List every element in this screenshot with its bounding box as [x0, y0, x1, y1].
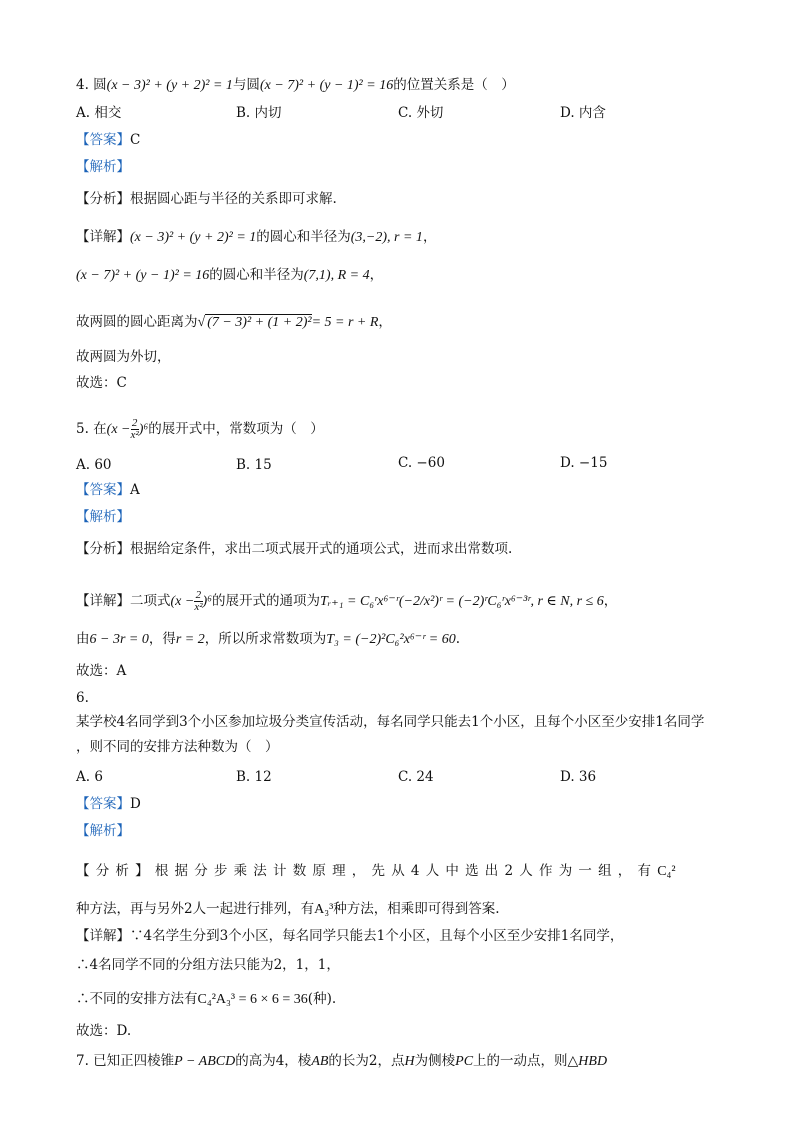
- q4-d1-val: (3,−2), r = 1: [350, 230, 423, 245]
- q6-number: 6.: [76, 690, 89, 706]
- q5-fraction: [131, 418, 139, 441]
- q6-detail-line1: [76, 927, 623, 945]
- q4-d1-eq: (x − 3)² + (y + 2)² = 1: [130, 230, 257, 245]
- q4-eq1: (x − 3)² + (y + 2)² = 1: [106, 78, 233, 93]
- q5-d1-frac-den: x²: [194, 601, 203, 613]
- analysis-tag: 【解析】: [76, 159, 130, 175]
- q4-d2-end: ，: [369, 267, 384, 283]
- q6-detail-line3: [76, 990, 336, 1009]
- q4-option-b: B. 内切: [236, 105, 282, 121]
- q4-d3-sqrt: (7 − 3)² + (1 + 2)²: [207, 315, 312, 330]
- q7-t1: 的高为4，棱: [235, 1053, 312, 1069]
- q5-tail: 的展开式中，常数项为（ ）: [148, 421, 324, 437]
- q5-option-c: C. −60: [398, 455, 445, 471]
- q4-answer: [76, 131, 140, 149]
- q5-expr-post: )⁶: [138, 422, 149, 437]
- q4-d2-eq: (x − 7)² + (y − 1)² = 16: [76, 268, 210, 283]
- q6-fenxi2-b: 种方法，相乘即可得到答案.: [333, 901, 500, 917]
- q5-choose-value: A: [116, 663, 127, 679]
- q4-number: 4. 圆: [76, 77, 107, 93]
- q6-d3-a: ∴不同的安排方法有: [76, 991, 198, 1007]
- q6-option-c: C. 24: [398, 769, 434, 785]
- detail-tag: 【详解】: [76, 593, 130, 609]
- q6-fenxi-text: 根据分步乘法计数原理，先从4人中选出2人作为一组，有: [154, 863, 658, 879]
- q5-expr-pre: (x −: [106, 422, 131, 437]
- analysis-tag: 【解析】: [76, 823, 130, 839]
- fenxi-tag: 【分析】: [76, 863, 155, 879]
- q6-fenxi-c: C₄²: [657, 864, 676, 879]
- q7-m1: P − ABCD: [174, 1054, 236, 1069]
- answer-tag: 【答案】: [76, 482, 130, 498]
- q7-m5: △HBD: [567, 1054, 608, 1069]
- q5-d2-eq3: T₃ = (−2)²C₆²x⁶⁻ʳ = 60: [326, 632, 456, 647]
- q4-analysis: [76, 158, 130, 176]
- q4-tail: 的位置关系是（ ）: [393, 77, 515, 93]
- q7-t2: 的长为2，点: [328, 1053, 405, 1069]
- q5-d1-expr-post: )⁶: [202, 594, 213, 609]
- q4-fenxi-text: 根据圆心距与半径的关系即可求解.: [130, 191, 337, 207]
- q5-answer: [76, 481, 140, 499]
- q5-option-b: B. 15: [236, 457, 272, 473]
- q7-stem: [76, 1052, 607, 1071]
- q7-m4: PC: [455, 1054, 474, 1069]
- q4-d3-end: ，: [378, 314, 392, 330]
- q6-stem-line1: 某学校4名同学到3个小区参加垃圾分类宣传活动，每名同学只能去1个小区，且每个小区至少安排1名同学: [76, 714, 705, 730]
- choose-label: 故选：: [76, 663, 117, 679]
- q5-frac-den: x²: [130, 429, 139, 441]
- q4-detail-line2: [76, 266, 383, 285]
- q6-d1: ∵4名学生分到3个小区，每名同学只能去1个小区，且每个小区至少安排1名同学，: [130, 928, 624, 944]
- q6-option-a: A. 6: [76, 769, 103, 785]
- q5-option-d: D. −15: [560, 455, 608, 471]
- q4-option-a: A. 相交: [76, 105, 122, 121]
- q4-detail-line4: 故两圆为外切，: [76, 349, 171, 365]
- q6-fenxi-line2: [76, 900, 500, 919]
- q6-d3-b: (种).: [307, 991, 337, 1007]
- q4-detail-line1: [76, 228, 436, 247]
- q6-d3-m: C₄²A₃³ = 6 × 6 = 36: [197, 992, 308, 1007]
- q5-d1-end: ，: [603, 593, 618, 609]
- q4-d3-text: 故两圆的圆心距离为: [76, 314, 198, 330]
- fenxi-tag: 【分析】: [76, 191, 130, 207]
- q7-m2: AB: [311, 1054, 329, 1069]
- q5-d2-eq2: r = 2: [175, 632, 205, 647]
- choose-label: 故选：: [76, 375, 117, 391]
- choose-label: 故选：: [76, 1023, 117, 1039]
- q5-d1-formula: Tᵣ₊₁ = C₆ʳx⁶⁻ʳ(−2/x²)ʳ = (−2)ʳC₆ʳx⁶⁻³ʳ, r ∈ N, r ≤ 6: [320, 594, 604, 609]
- q6-stem-line2: ，则不同的安排方法种数为（ ）: [76, 739, 279, 755]
- q7-number: 7. 已知正四棱锥: [76, 1053, 175, 1069]
- q5-d2-b: ，得: [148, 631, 176, 647]
- q4-d3-tail: = 5 = r + R: [311, 315, 379, 330]
- q4-stem: [76, 76, 515, 95]
- q4-detail-line3: [76, 313, 392, 332]
- q5-d2-eq1: 6 − 3r = 0: [89, 632, 149, 647]
- q5-d1-expr-pre: (x −: [170, 594, 195, 609]
- q6-choose: [76, 1022, 131, 1040]
- q5-detail-line2: [76, 630, 460, 649]
- fenxi-tag: 【分析】: [76, 541, 130, 557]
- q4-option-c: C. 外切: [398, 105, 444, 121]
- q5-d2-a: 由: [76, 631, 90, 647]
- answer-tag: 【答案】: [76, 796, 130, 812]
- q5-answer-value: A: [130, 482, 140, 498]
- q5-stem: [76, 418, 324, 441]
- q4-d2-text: 的圆心和半径为: [209, 267, 304, 283]
- q4-eq2: (x − 7)² + (y − 1)² = 16: [259, 78, 394, 93]
- q5-frac-num: 2: [131, 417, 138, 429]
- q5-choose: [76, 662, 126, 680]
- q6-option-b: B. 12: [236, 769, 272, 785]
- q6-choose-value: D.: [116, 1023, 132, 1039]
- q6-analysis: [76, 822, 130, 840]
- q6-option-d: D. 36: [560, 769, 597, 785]
- analysis-tag: 【解析】: [76, 509, 130, 525]
- q5-fenxi: [76, 540, 512, 558]
- q4-mid: 与圆: [232, 77, 260, 93]
- q4-answer-value: C: [130, 132, 141, 148]
- q6-fenxi2-m: A₃³: [314, 902, 334, 917]
- q4-d1-text: 的圆心和半径为: [256, 229, 351, 245]
- q4-fenxi: [76, 190, 337, 208]
- q6-fenxi: [76, 862, 676, 881]
- q6-answer-value: D: [130, 796, 141, 812]
- sqrt-sign: √: [197, 315, 206, 330]
- answer-tag: 【答案】: [76, 132, 130, 148]
- q6-fenxi2-a: 种方法，再与另外2人一起进行排列，有: [76, 901, 315, 917]
- q5-detail-line1: [76, 590, 617, 613]
- q5-fenxi-text: 根据给定条件，求出二项式展开式的通项公式，进而求出常数项.: [130, 541, 513, 557]
- q4-option-d: D. 内含: [560, 105, 606, 121]
- q5-d2-end: .: [455, 631, 461, 647]
- q6-answer: [76, 795, 141, 813]
- q6-detail-line2: ∴4名同学不同的分组方法只能为2，1，1，: [76, 957, 340, 973]
- q7-t3: 为侧棱: [414, 1053, 456, 1069]
- q7-m3: H: [404, 1054, 415, 1069]
- detail-tag: 【详解】: [76, 928, 130, 944]
- q5-d1-mid: 的展开式的通项为: [212, 593, 321, 609]
- q7-t4: 上的一动点，则: [473, 1053, 568, 1069]
- q4-d2-val: (7,1), R = 4: [303, 268, 370, 283]
- q5-d1-fraction: [194, 590, 202, 613]
- q4-choose-value: C: [116, 375, 127, 391]
- q4-d1-end: ，: [422, 229, 437, 245]
- q4-choose: [76, 374, 127, 392]
- q5-analysis: [76, 508, 130, 526]
- q5-d1-pre: 二项式: [130, 593, 171, 609]
- q5-d1-frac-num: 2: [195, 589, 202, 601]
- q5-option-a: A. 60: [76, 457, 112, 473]
- q5-number: 5. 在: [76, 421, 107, 437]
- detail-tag: 【详解】: [76, 229, 130, 245]
- q5-d2-c: ，所以所求常数项为: [204, 631, 327, 647]
